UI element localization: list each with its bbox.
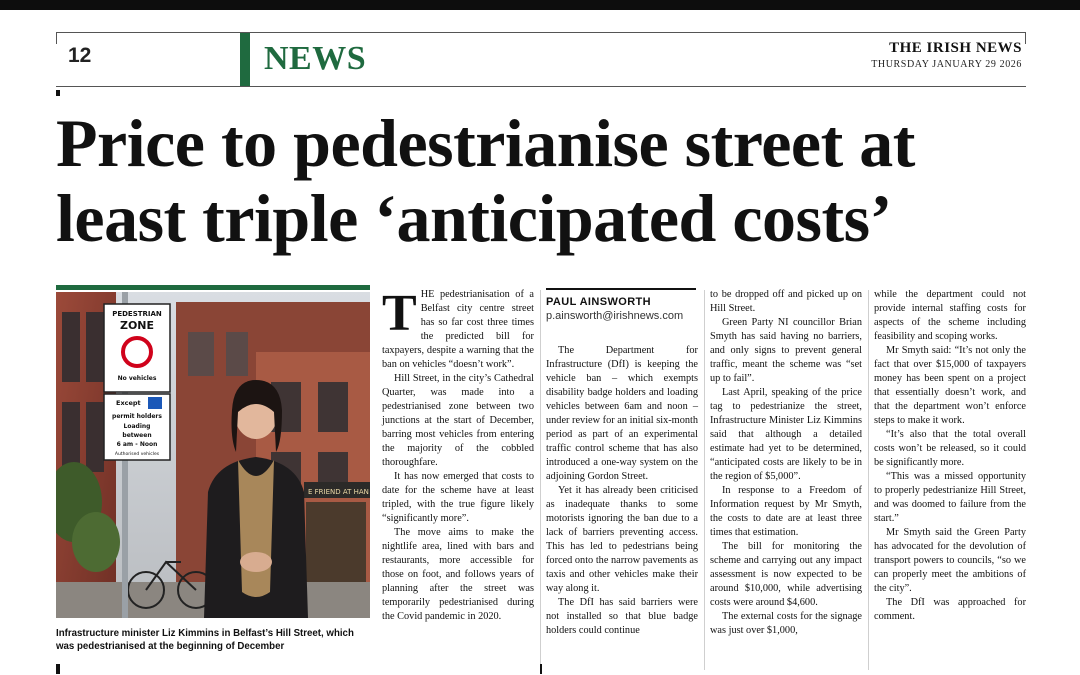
byline-rule (546, 288, 696, 290)
sign-loading-text: Loading (123, 423, 151, 430)
paragraph: The external costs for the signage was just over $1,000, (710, 611, 862, 636)
article-column-4 (874, 288, 1026, 624)
sign-except-text: Except (116, 399, 141, 407)
paragraph: The DfI has said barriers were not installed so that blue badge holders could continue (546, 597, 698, 636)
sign-permit-text: permit holders (112, 413, 162, 420)
paragraph: Mr Smyth said: “It’s not only the fact that over $15,000 of taxpayers money has been spent on a project that essentially doesn’t work, and that the department won’t enforce steps to make it work. (874, 345, 1026, 426)
bottom-tick-left (56, 664, 60, 674)
section-marker (240, 33, 250, 86)
person-hands (240, 552, 272, 572)
page-number: 12 (68, 44, 92, 67)
article-photo (56, 292, 370, 618)
paragraph: The bill for monitoring the scheme and carrying out any impact assessment is now expected to be around $10,000, while advertising costs were around $4,600. (710, 541, 862, 608)
article-column-3 (710, 288, 862, 638)
paragraph: Last April, speaking of the price tag to pedestrianize the street, Infrastructure Minister Liz Kimmins said that although a detailed estimate had yet to be determined, “anticipated costs are likely to be in the region of $5,000”. (710, 387, 862, 482)
photo-accent-bar (56, 285, 370, 290)
byline-email[interactable]: p.ainsworth@irishnews.com (546, 310, 684, 322)
article-column-1 (382, 285, 534, 624)
issue-date: THURSDAY JANUARY 29 2026 (871, 59, 1022, 70)
paragraph: Green Party NI councillor Brian Smyth has said having no barriers, and only signs to prevent general traffic, meant the scheme was “set up to fail”. (710, 317, 862, 384)
headline: Price to pedestrianise street at least triple ‘anticipated costs’ (56, 105, 915, 256)
header-right-tick (1025, 32, 1026, 44)
lead-paragraph (382, 285, 534, 372)
paragraph: “It’s also that the total overall costs won’t be released, so it could be significantly more. (874, 429, 1026, 468)
header-top-rule (56, 32, 1026, 33)
shop-sign-text: E FRIEND AT HAN (308, 488, 369, 496)
paragraph: Mr Smyth said the Green Party has advocated for the devolution of transport powers to councils, “so we can properly meet the ambitions of the city”. (874, 527, 1026, 594)
lead-text: HE pedestrianisation of a Belfast city centre street has so far cost three times the predicted bill for taxpayers, despite a warning that the ban on vehicles “doesn’t work”. (382, 289, 534, 370)
article-column-2 (546, 288, 698, 638)
sign-zone-text: ZONE (119, 319, 155, 332)
photo-caption: Infrastructure minister Liz Kimmins in Belfast’s Hill Street, which was pedestrianised at the beginning of December (56, 628, 354, 653)
drop-cap: T (382, 285, 417, 342)
column-divider (868, 290, 869, 670)
sign-no-vehicles-text: No vehicles (117, 375, 157, 382)
paragraph: “This was a missed opportunity to properly pedestrianize Hill Street, and was doomed to failure from the start.” (874, 471, 1026, 524)
paragraph: The DfI was approached for comment. (874, 597, 1026, 622)
bottom-tick-mid (540, 664, 542, 674)
section-title: NEWS (264, 40, 367, 77)
byline-name: PAUL AINSWORTH (546, 296, 652, 308)
paper-name: THE IRISH NEWS (889, 40, 1022, 56)
street-scene-illustration (56, 292, 370, 618)
header-bottom-rule (56, 86, 1026, 87)
no-vehicles-roundel-icon (123, 338, 151, 366)
sign-authorised-text: Authorised vehicles (114, 452, 160, 457)
person-scarf (238, 460, 274, 597)
top-border (0, 0, 1080, 10)
paragraph: Yet it has already been criticised as inadequate thanks to some motorists ignoring the ban due to a lack of barriers preventing access. This has led to pedestrians being forced onto the narrow pavements as taxis and other vehicles make their way along it. (546, 485, 698, 594)
paragraph: while the department could not provide internal staffing costs for aspects of the scheme including feasibility and scoping works. (874, 289, 1026, 342)
paragraph: In response to a Freedom of Information request by Mr Smyth, the costs to date are at least three times that estimation. (710, 485, 862, 538)
sign-times-text: 6 am - Noon (116, 441, 158, 448)
sign-pedestrian-text: PEDESTRIAN (112, 310, 162, 318)
paragraph: to be dropped off and picked up on Hill Street. (710, 289, 862, 314)
paragraph: Hill Street, in the city’s Cathedral Quarter, was made into a pedestrianised zone between two junctions at the start of December, barring most vehicles from entering the majority of the cobbled thoroughfare. (382, 373, 534, 468)
paragraph: The Department for Infrastructure (DfI) is keeping the vehicle ban – which exempts disability badge holders and loading vehicles between 6am and noon – under review for an initial six-month period as part of an experimental traffic control scheme that has also introduced a one-way system on the adjoining Gordon Street. (546, 345, 698, 482)
column-divider (540, 290, 541, 670)
margin-tick (56, 90, 60, 96)
sign-between-text: between (122, 432, 152, 439)
masthead (762, 40, 1022, 70)
disabled-badge-icon (148, 397, 162, 409)
header-left-tick (56, 32, 57, 44)
paragraph: The move aims to make the nightlife area, lined with bars and restaurants, more accessible for those on foot, and follows years of planning after the street was temporarily pedestrianised during the Covid pandemic in 2020. (382, 527, 534, 622)
column-divider (704, 290, 705, 670)
paragraph: It has now emerged that costs to date for the scheme have at least tripled, with the true figure likely “significantly more”. (382, 471, 534, 524)
